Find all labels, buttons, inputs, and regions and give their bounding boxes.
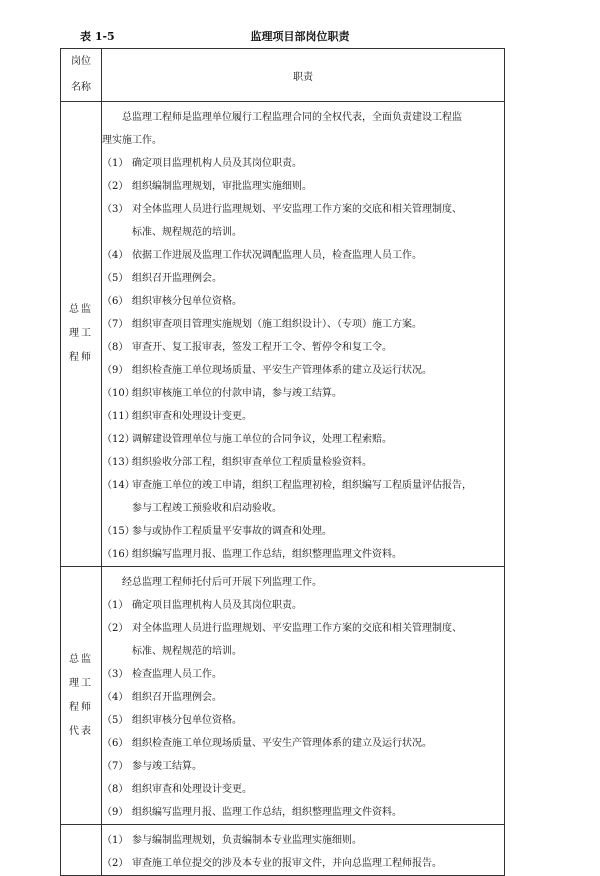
duty-item [102,198,504,221]
duty-item-number: （5） [102,273,129,284]
duty-item-number: （3） [102,204,129,215]
duty-item-number: （7） [102,319,129,330]
post-name-cell [61,102,102,567]
duty-item-number: （11） [102,411,135,422]
duty-item [102,778,504,801]
duty-item-text: 审查开、复工报审表，签发工程开工令、暂停令和复工令。 [132,342,392,353]
duty-cell [102,825,505,876]
duty-item-number: （10） [102,388,135,399]
duty-item-text: 确定项目监理机构人员及其岗位职责。 [132,600,302,611]
duty-item [102,640,504,663]
duty-item [102,405,504,428]
duty-item-text: 组织编制监理规划，审批监理实施细则。 [132,181,312,192]
post-name-line: 代表 [69,725,93,737]
duty-item-number: （1） [102,835,129,846]
duty-item-text: 组织编写监理月报、监理工作总结，组织整理监理文件资料。 [132,549,402,560]
duty-item-number: （2） [102,623,129,634]
duty-item [102,267,504,290]
duty-item-text: 组织验收分部工程，组织审查单位工程质量检验资料。 [132,457,372,468]
duty-item [102,336,504,359]
table-title: 监理项目部岗位职责 [250,30,350,43]
duty-item-text: 组织检查施工单位现场质量、平安生产管理体系的建立及运行状况。 [132,365,432,376]
duty-item [102,543,504,566]
post-name-cell [61,567,102,825]
post-name-line: 总监 [69,304,93,315]
duty-item-number: （8） [102,784,129,795]
duty-item-text: 组织检查施工单位现场质量、平安生产管理体系的建立及运行状况。 [132,738,432,749]
post-name-cell [61,825,102,876]
post-name-line: 理工 [69,677,93,689]
duty-item-number: （6） [102,738,129,749]
section-row [61,825,505,876]
duty-item-number: （9） [102,807,129,818]
table-number: 表 1-5 [80,30,115,43]
header-duty-cell: 职责 [102,49,505,102]
header-post-line: 名称 [71,82,91,93]
duty-item-text: 标准、规程规范的培训。 [132,227,242,238]
duty-item-number: （14） [102,480,135,491]
duty-item-text: 组织审查项目管理实施规划（施工组织设计）、（专项）施工方案。 [132,319,422,330]
duty-item-number: （2） [102,858,129,869]
duty-item [102,520,504,543]
duty-item-text: 参与竣工结算。 [132,761,202,772]
duty-item [102,617,504,640]
duty-item [102,732,504,755]
duty-item-text: 确定项目监理机构人员及其岗位职责。 [132,158,302,169]
duty-item [102,290,504,313]
duty-item [102,152,504,175]
duty-item-text: 审查施工单位提交的涉及本专业的报审文件，并向总监理工程师报告。 [132,858,442,869]
duty-item [102,594,504,617]
post-name-line: 程师 [69,701,93,713]
duty-cell [102,567,505,825]
duty-item-text: 组织审查和处理设计变更。 [132,411,252,422]
duty-item-text: 参与或协作工程质量平安事故的调查和处理。 [132,526,332,537]
duty-item-number: （3） [102,669,129,680]
duty-item [102,709,504,732]
duty-table [60,48,505,876]
duty-item-number: （4） [102,250,129,261]
duty-item [102,497,504,520]
duty-item-text: 组织编写监理月报、监理工作总结，组织整理监理文件资料。 [132,807,402,818]
table-caption [60,28,540,44]
duty-item-number: （15） [102,526,135,537]
duty-item-text: 组织召开监理例会。 [132,692,222,703]
duty-item-text: 依据工作进展及监理工作状况调配监理人员，检查监理人员工作。 [132,250,422,261]
duty-item-number: （4） [102,692,129,703]
duty-item-number: （12） [102,434,135,445]
duty-item-text: 组织召开监理例会。 [132,273,222,284]
duty-item-number: （6） [102,296,129,307]
duty-cell [102,102,505,567]
duty-item [102,801,504,824]
duty-item [102,244,504,267]
duty-item-number [102,221,132,244]
duty-item [102,829,504,852]
post-name-line: 总监 [69,653,93,665]
duty-item-number: （1） [102,158,129,169]
duty-item [102,359,504,382]
duty-item-number: （9） [102,365,129,376]
duty-item-number: （13） [102,457,135,468]
duty-item-number: （7） [102,761,129,772]
header-post-line: 岗位 [71,56,91,67]
duty-item-text: 组织审查和处理设计变更。 [132,784,252,795]
duty-item [102,686,504,709]
duty-intro-line: 经总监理工程师托付后可开展下列监理工作。 [122,577,322,588]
duty-item-text: 标准、规程规范的培训。 [132,646,242,657]
duty-item-number: （5） [102,715,129,726]
duty-item [102,663,504,686]
duty-item [102,474,504,497]
duty-item-number: （16） [102,549,135,560]
duty-item [102,175,504,198]
duty-item-number: （1） [102,600,129,611]
duty-item [102,382,504,405]
section-row [61,102,505,567]
duty-item [102,451,504,474]
duty-item [102,313,504,336]
header-post-cell [61,49,102,102]
duty-item-text: 组织审核分包单位资格。 [132,296,242,307]
duty-item-number: （2） [102,181,129,192]
duty-item [102,852,504,875]
section-row [61,567,505,825]
duty-item [102,428,504,451]
table-header-row [61,49,505,102]
duty-item-text: 参与编制监理规划，负责编制本专业监理实施细则。 [132,835,362,846]
duty-item-number: （8） [102,342,129,353]
duty-item-number [102,640,132,663]
post-name-line: 程师 [69,352,93,363]
duty-item-number [102,497,132,520]
duty-item-text: 组织审核分包单位资格。 [132,715,242,726]
duty-item-text: 审查施工单位的竣工申请，组织工程监理初检，组织编写工程质量评估报告， [132,480,472,491]
duty-item-text: 调解建设管理单位与施工单位的合同争议，处理工程索赔。 [132,434,392,445]
duty-item-text: 对全体监理人员进行监理规划、平安监理工作方案的交底和相关管理制度、 [132,204,462,215]
duty-item-text: 参与工程竣工预验收和启动验收。 [132,503,282,514]
duty-intro-line: 理实施工作。 [102,135,162,146]
duty-item [102,221,504,244]
duty-item-text: 对全体监理人员进行监理规划、平安监理工作方案的交底和相关管理制度、 [132,623,462,634]
duty-item-text: 组织审核施工单位的付款申请，参与竣工结算。 [132,388,342,399]
duty-intro-line: 总监理工程师是监理单位履行工程监理合同的全权代表，全面负责建设工程监 [122,112,462,123]
post-name-line: 理工 [69,328,93,339]
duty-item-text: 检查监理人员工作。 [132,669,222,680]
